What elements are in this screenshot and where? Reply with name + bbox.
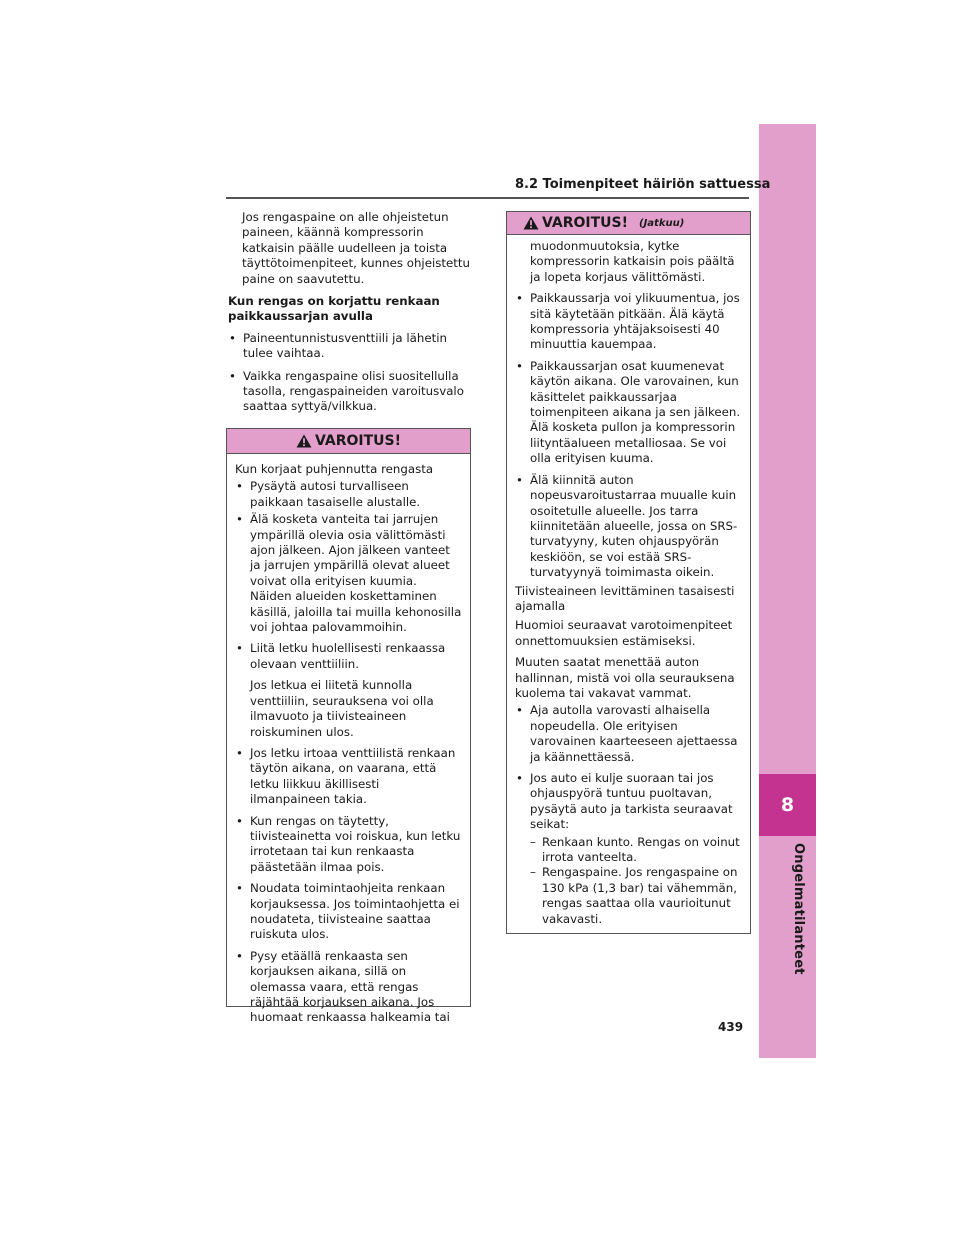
sealant-heading: Tiivisteaineen levittäminen tasaisesti ajamalla bbox=[515, 583, 735, 613]
sub-list-item: – Renkaan kunto. Rengas on voinut irrota vanteelta. bbox=[530, 834, 740, 865]
list-item: • Älä kiinnitä auton nopeusvaroitustarraa muualle kuin osoitetulle alueelle. Jos tarra kiinnitetään alueelle, jossa on SRS-turvatyyny, kuten ohjauspyörän keskiöön, se voi estää SRS-turvatyynyä toimimasta oikein. bbox=[516, 472, 738, 580]
list-item: • Paikkaussarjan osat kuumenevat käytön aikana. Ole varovainen, kun käsittelet paikkaussarjaa toimenpiteen aikana ja sen jälkeen. Älä kosketa pullon ja kompressorin liityntäalueen metalliosaa. Se voi olla erityisen kuuma. bbox=[516, 358, 741, 466]
warning-box-continued bbox=[506, 211, 751, 934]
header-divider bbox=[226, 197, 749, 199]
list-item: • Noudata toimintaohjeita renkaan korjauksessa. Jos toimintaohjetta ei noudateta, tiivisteaine saattaa ruiskuta ulos. bbox=[236, 881, 460, 942]
warning-subheading: Kun korjaat puhjennutta rengasta bbox=[235, 462, 434, 476]
warning-icon bbox=[523, 216, 539, 230]
continued-label: (Jatkuu) bbox=[639, 217, 685, 229]
list-item: • Pysy etäällä renkaasta sen korjauksen aikana, sillä on olemassa vaara, että rengas räjähtää korjauksen aikana. Jos huomaat renkaassa halkeamia tai bbox=[236, 948, 450, 1025]
left-column bbox=[228, 210, 470, 422]
intro-paragraph: Jos rengaspaine on alle ohjeistetun paineen, käännä kompressorin katkaisin päälle uudelleen ja toista täyttötoimenpiteet, kunnes ohjeistettu paine on saavutettu. bbox=[242, 210, 471, 286]
list-item: • Pysäytä autosi turvalliseen paikkaan tasaiselle alustalle. bbox=[236, 479, 421, 509]
continued-text: muodonmuutoksia, kytke kompressorin katkaisin pois päältä ja lopeta korjaus välittömästi. bbox=[530, 239, 735, 284]
sub-list-item: – Rengaspaine. Jos rengaspaine on 130 kPa (1,3 bar) tai vähemmän, rengas saattaa olla vaurioitunut vakavasti. bbox=[530, 865, 738, 926]
list-item: • Jos letku irtoaa venttiilistä renkaan täytön aikana, on vaarana, että letku liikkuu äkillisesti ilmanpaineen takia. bbox=[236, 745, 456, 807]
warning-header bbox=[227, 429, 470, 454]
list-item: • Paineentunnistusventtiili ja lähetin tulee vaihtaa. bbox=[229, 330, 447, 361]
warning-title: VAROITUS! bbox=[315, 433, 401, 449]
list-item: • Jos auto ei kulje suoraan tai jos ohjauspyörä tuntuu puoltavan, pysäytä auto ja tarkista seuraavat seikat: bbox=[516, 771, 733, 832]
consequence-paragraph: Muuten saatat menettää auton hallinnan, mistä voi olla seurauksena kuolema tai vakavat vammat. bbox=[515, 655, 735, 700]
chapter-label: Ongelmatilanteet bbox=[791, 843, 806, 975]
warning-title: VAROITUS! bbox=[542, 215, 628, 231]
page-number: 439 bbox=[718, 1020, 744, 1034]
list-item-continuation: Jos letkua ei liitetä kunnolla venttiiliin, seurauksena voi olla ilmavuoto ja tiivisteaineen roiskuminen ulos. bbox=[250, 678, 434, 739]
warning-box bbox=[226, 428, 471, 1025]
warning-header bbox=[507, 212, 750, 235]
list-item: • Liitä letku huolellisesti renkaassa olevaan venttiiliin. bbox=[236, 641, 446, 671]
repair-heading: Kun rengas on korjattu renkaan paikkaussarjan avulla bbox=[228, 294, 440, 324]
list-item: • Aja autolla varovasti alhaisella nopeudella. Ole erityisen varovainen kaarteeseen ajettaessa ja käännettäessä. bbox=[516, 703, 738, 764]
list-item: • Paikkaussarja voi ylikuumentua, jos sitä käytetään pitkään. Älä käytä kompressoria yhtäjaksoisesti 40 minuuttia kauempaa. bbox=[516, 291, 740, 352]
list-item: • Kun rengas on täytetty, tiivisteainetta voi roiskua, kun letku irrotetaan tai kun renkaasta päästetään ilmaa pois. bbox=[236, 813, 461, 874]
precaution-paragraph: Huomioi seuraavat varotoimenpiteet onnettomuuksien estämiseksi. bbox=[515, 618, 733, 648]
warning-icon bbox=[296, 434, 312, 448]
chapter-number: 8 bbox=[759, 774, 816, 836]
list-item: • Vaikka rengaspaine olisi suositellulla tasolla, rengaspaineiden varoitusvalo saattaa syttyä/vilkkua. bbox=[229, 368, 464, 414]
list-item: • Älä kosketa vanteita tai jarrujen ympärillä olevia osia välittömästi ajon jälkeen. Ajon jälkeen vanteet ja jarrujen ympärillä olevat alueet voivat olla erityisen kuumia. Näiden alueiden koskettaminen käsillä, jaloilla tai muilla kehonosilla voi johtaa palovammoihin. bbox=[236, 512, 462, 635]
warning-body bbox=[227, 454, 470, 1038]
warning-body bbox=[507, 235, 750, 933]
section-title: 8.2 Toimenpiteet häiriön sattuessa bbox=[515, 177, 771, 192]
